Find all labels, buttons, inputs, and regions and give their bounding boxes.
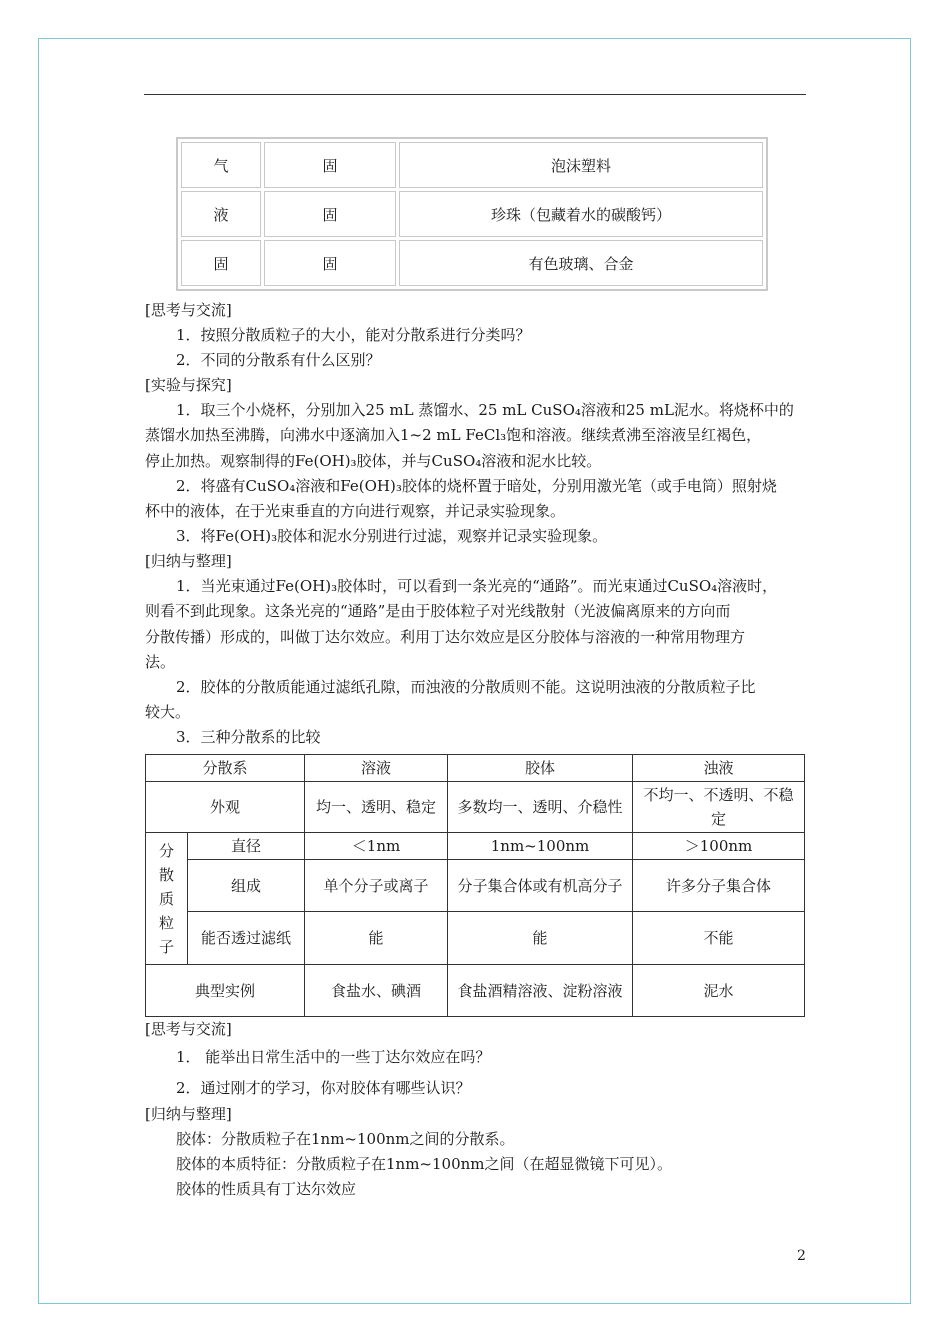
table-header-row <box>146 755 805 782</box>
summary-line: 胶体：分散质粒子在1nm~100nm之间的分散系。 <box>176 1130 515 1148</box>
table-cell: 1nm~100nm <box>448 833 633 860</box>
header-cell: 溶液 <box>305 755 448 782</box>
table-cell: 固 <box>181 240 261 286</box>
paragraph-line: 停止加热。观察制得的Fe(OH)₃胶体，并与CuSO₄溶液和泥水比较。 <box>145 452 602 470</box>
state-table <box>176 137 768 291</box>
summary-line: 胶体的性质具有丁达尔效应 <box>176 1180 357 1198</box>
table-cell: 珍珠（包藏着水的碳酸钙） <box>399 191 763 237</box>
section-heading: [实验与探究] <box>145 376 232 394</box>
question-item: 1．按照分散质粒子的大小，能对分散系进行分类吗？ <box>176 326 531 344</box>
header-cell: 浊液 <box>633 755 805 782</box>
paragraph-line: 2．将盛有CuSO₄溶液和Fe(OH)₃胶体的烧杯置于暗处，分别用激光笔（或手电筒）照射烧 <box>176 477 777 495</box>
table-cell: 有色玻璃、合金 <box>399 240 763 286</box>
page-number: 2 <box>797 1248 806 1264</box>
table-cell: 固 <box>264 191 396 237</box>
paragraph-line: 1．取三个小烧杯，分别加入25 mL 蒸馏水、25 mL CuSO₄溶液和25 mL泥水。将烧杯中的 <box>176 401 794 419</box>
table-cell: 均一、透明、稳定 <box>305 782 448 833</box>
table-cell: 泥水 <box>633 965 805 1017</box>
row-label: 典型实例 <box>146 965 305 1017</box>
paragraph-line: 法。 <box>145 653 176 671</box>
paragraph-line: 蒸馏水加热至沸腾，向沸水中逐滴加入1~2 mL FeCl₃饱和溶液。继续煮沸至溶液呈红褐色， <box>145 426 762 444</box>
header-cell: 胶体 <box>448 755 633 782</box>
table-row <box>181 142 763 188</box>
paragraph-line: 则看不到此现象。这条光亮的“通路”是由于胶体粒子对光线散射（光波偏离原来的方向而 <box>145 602 731 620</box>
table-cell: 固 <box>264 240 396 286</box>
table-row <box>181 240 763 286</box>
section-heading: [思考与交流] <box>145 301 232 319</box>
table-cell: 液 <box>181 191 261 237</box>
row-label: 外观 <box>146 782 305 833</box>
paragraph-line: 3．三种分散系的比较 <box>176 728 321 746</box>
table-cell: 食盐酒精溶液、淀粉溶液 <box>448 965 633 1017</box>
summary-line: 胶体的本质特征：分散质粒子在1nm~100nm之间（在超显微镜下可见）。 <box>176 1155 673 1173</box>
section-heading: [归纳与整理] <box>145 552 232 570</box>
table-row <box>146 912 805 965</box>
table-cell: 泡沫塑料 <box>399 142 763 188</box>
row-label: 能否透过滤纸 <box>188 912 305 965</box>
table-cell: 食盐水、碘酒 <box>305 965 448 1017</box>
table-cell: 分子集合体或有机高分子 <box>448 860 633 912</box>
question-item: 2．不同的分散系有什么区别？ <box>176 351 381 369</box>
table-cell: 能 <box>448 912 633 965</box>
row-label: 组成 <box>188 860 305 912</box>
table-cell: 能 <box>305 912 448 965</box>
table-row <box>146 860 805 912</box>
table-cell: 固 <box>264 142 396 188</box>
table-cell: 不均一、不透明、不稳定 <box>633 782 805 833</box>
paragraph-line: 2．胶体的分散质能通过滤纸孔隙，而浊液的分散质则不能。这说明浊液的分散质粒子比 <box>176 678 756 696</box>
table-cell: 多数均一、透明、介稳性 <box>448 782 633 833</box>
table-row <box>181 191 763 237</box>
section-heading: [归纳与整理] <box>145 1105 232 1123</box>
paragraph-line: 分散传播）形成的，叫做丁达尔效应。利用丁达尔效应是区分胶体与溶液的一种常用物理方 <box>145 628 746 646</box>
paragraph-line: 较大。 <box>145 703 191 721</box>
paragraph-line: 1．当光束通过Fe(OH)₃胶体时，可以看到一条光亮的“通路”。而光束通过CuSO₄溶液时， <box>176 577 778 595</box>
table-cell: 单个分子或离子 <box>305 860 448 912</box>
group-label: 分 散 质 粒 子 <box>146 833 188 965</box>
table-cell: ＜1nm <box>305 833 448 860</box>
table-row <box>146 833 805 860</box>
header-cell: 分散系 <box>146 755 305 782</box>
table-cell: 不能 <box>633 912 805 965</box>
row-label: 直径 <box>188 833 305 860</box>
question-item: 1． 能举出日常生活中的一些丁达尔效应在吗？ <box>176 1048 491 1066</box>
question-item: 2．通过刚才的学习，你对胶体有哪些认识？ <box>176 1079 471 1097</box>
table-row <box>146 782 805 833</box>
header-rule <box>144 94 806 95</box>
paragraph-line: 3．将Fe(OH)₃胶体和泥水分别进行过滤，观察并记录实验现象。 <box>176 527 608 545</box>
section-heading: [思考与交流] <box>145 1020 232 1038</box>
table-cell: ＞100nm <box>633 833 805 860</box>
paragraph-line: 杯中的液体，在于光束垂直的方向进行观察，并记录实验现象。 <box>145 502 566 520</box>
table-cell: 许多分子集合体 <box>633 860 805 912</box>
table-row <box>146 965 805 1017</box>
comparison-table <box>145 754 805 1017</box>
table-cell: 气 <box>181 142 261 188</box>
